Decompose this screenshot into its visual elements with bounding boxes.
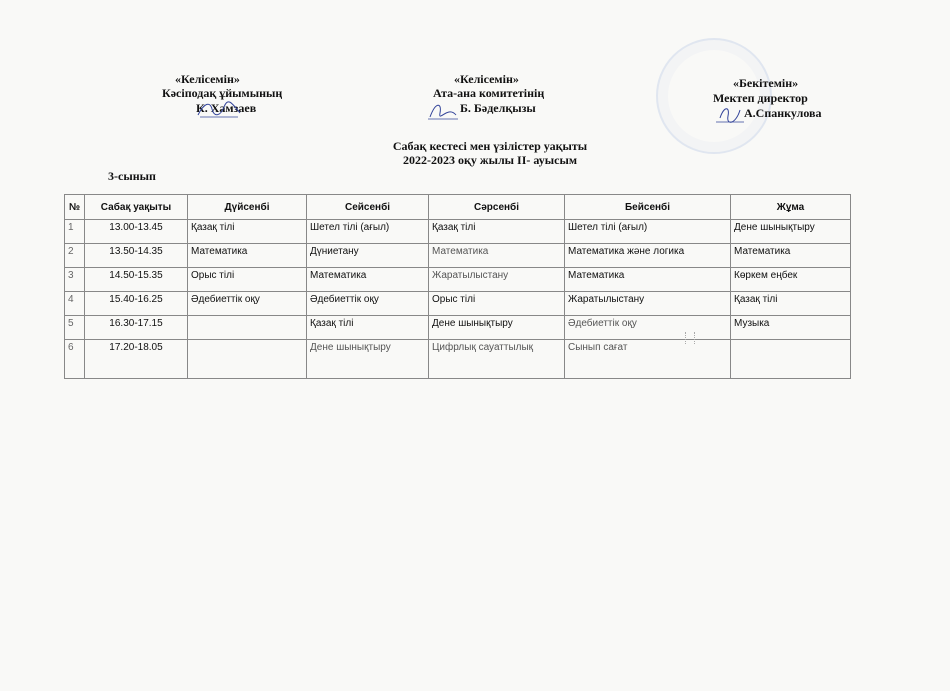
cell-number: 6	[65, 340, 85, 379]
cell-time: 16.30-17.15	[85, 316, 188, 340]
header-friday: Жұма	[731, 195, 851, 220]
cell-time: 13.50-14.35	[85, 244, 188, 268]
cell-wednesday: Жаратылыстану	[429, 268, 565, 292]
table-row	[65, 220, 851, 244]
cell-wednesday: Математика	[429, 244, 565, 268]
cell-friday	[731, 340, 851, 379]
cell-friday: Дене шынықтыру	[731, 220, 851, 244]
approval-org: Кәсіподақ ұйымының	[162, 86, 283, 100]
approval-org: Ата-ана комитетінің	[433, 86, 545, 100]
cell-friday: Қазақ тілі	[731, 292, 851, 316]
header-tuesday: Сейсенбі	[307, 195, 429, 220]
cell-thursday: Әдебиеттік оқу	[565, 316, 731, 340]
header-time: Сабақ уақыты	[85, 195, 188, 220]
cell-thursday: Математика	[565, 268, 731, 292]
schedule-table	[64, 194, 851, 379]
table-row	[65, 316, 851, 340]
header-number: №	[65, 195, 85, 220]
approval-signatory	[196, 101, 256, 115]
signature-icon	[426, 99, 460, 121]
cell-tuesday: Шетел тілі (ағыл)	[307, 220, 429, 244]
cell-thursday: Шетел тілі (ағыл)	[565, 220, 731, 244]
approval-title: «Келісемін»	[175, 72, 240, 86]
cell-wednesday: Дене шынықтыру	[429, 316, 565, 340]
cell-thursday: Жаратылыстану	[565, 292, 731, 316]
cell-monday	[188, 340, 307, 379]
signatory-name: А.Спанкулова	[744, 106, 822, 120]
approval-signatory	[460, 101, 536, 115]
cell-wednesday: Қазақ тілі	[429, 220, 565, 244]
class-label: 3-сынып	[108, 169, 156, 183]
cell-tuesday: Дене шынықтыру	[307, 340, 429, 379]
cell-tuesday: Математика	[307, 268, 429, 292]
approval-title: «Бекітемін»	[733, 76, 799, 90]
approval-title: «Келісемін»	[454, 72, 519, 86]
cell-monday	[188, 316, 307, 340]
cell-time: 15.40-16.25	[85, 292, 188, 316]
cell-monday: Қазақ тілі	[188, 220, 307, 244]
scan-mark	[685, 332, 695, 344]
cell-thursday: Сынып сағат	[565, 340, 731, 379]
cell-wednesday: Цифрлық сауаттылық	[429, 340, 565, 379]
cell-number: 3	[65, 268, 85, 292]
header-monday: Дүйсенбі	[188, 195, 307, 220]
header-wednesday: Сәрсенбі	[429, 195, 565, 220]
table-row	[65, 340, 851, 379]
cell-monday: Орыс тілі	[188, 268, 307, 292]
cell-time: 13.00-13.45	[85, 220, 188, 244]
header-thursday: Бейсенбі	[565, 195, 731, 220]
cell-thursday: Математика және логика	[565, 244, 731, 268]
cell-number: 4	[65, 292, 85, 316]
signatory-name: К. Хамзаев	[196, 101, 257, 115]
table-row	[65, 244, 851, 268]
table-row	[65, 268, 851, 292]
cell-number: 5	[65, 316, 85, 340]
document-title: Сабақ кестесі мен үзілістер уақыты	[392, 139, 588, 153]
cell-number: 1	[65, 220, 85, 244]
approval-signatory	[744, 106, 822, 120]
cell-tuesday: Дүниетану	[307, 244, 429, 268]
cell-monday: Әдебиеттік оқу	[188, 292, 307, 316]
table-row	[65, 292, 851, 316]
cell-friday: Математика	[731, 244, 851, 268]
cell-friday: Көркем еңбек	[731, 268, 851, 292]
signature-icon	[196, 99, 242, 121]
cell-time: 17.20-18.05	[85, 340, 188, 379]
cell-number: 2	[65, 244, 85, 268]
approval-org: Мектеп директор	[713, 91, 808, 105]
cell-time: 14.50-15.35	[85, 268, 188, 292]
cell-monday: Математика	[188, 244, 307, 268]
signature-icon	[716, 104, 744, 126]
cell-tuesday: Қазақ тілі	[307, 316, 429, 340]
signatory-name: Б. Бәделқызы	[460, 101, 536, 115]
cell-tuesday: Әдебиеттік оқу	[307, 292, 429, 316]
cell-wednesday: Орыс тілі	[429, 292, 565, 316]
document-subtitle: 2022-2023 оқу жылы ІІ- ауысым	[402, 153, 578, 167]
cell-friday: Музыка	[731, 316, 851, 340]
table-header-row	[65, 195, 851, 220]
